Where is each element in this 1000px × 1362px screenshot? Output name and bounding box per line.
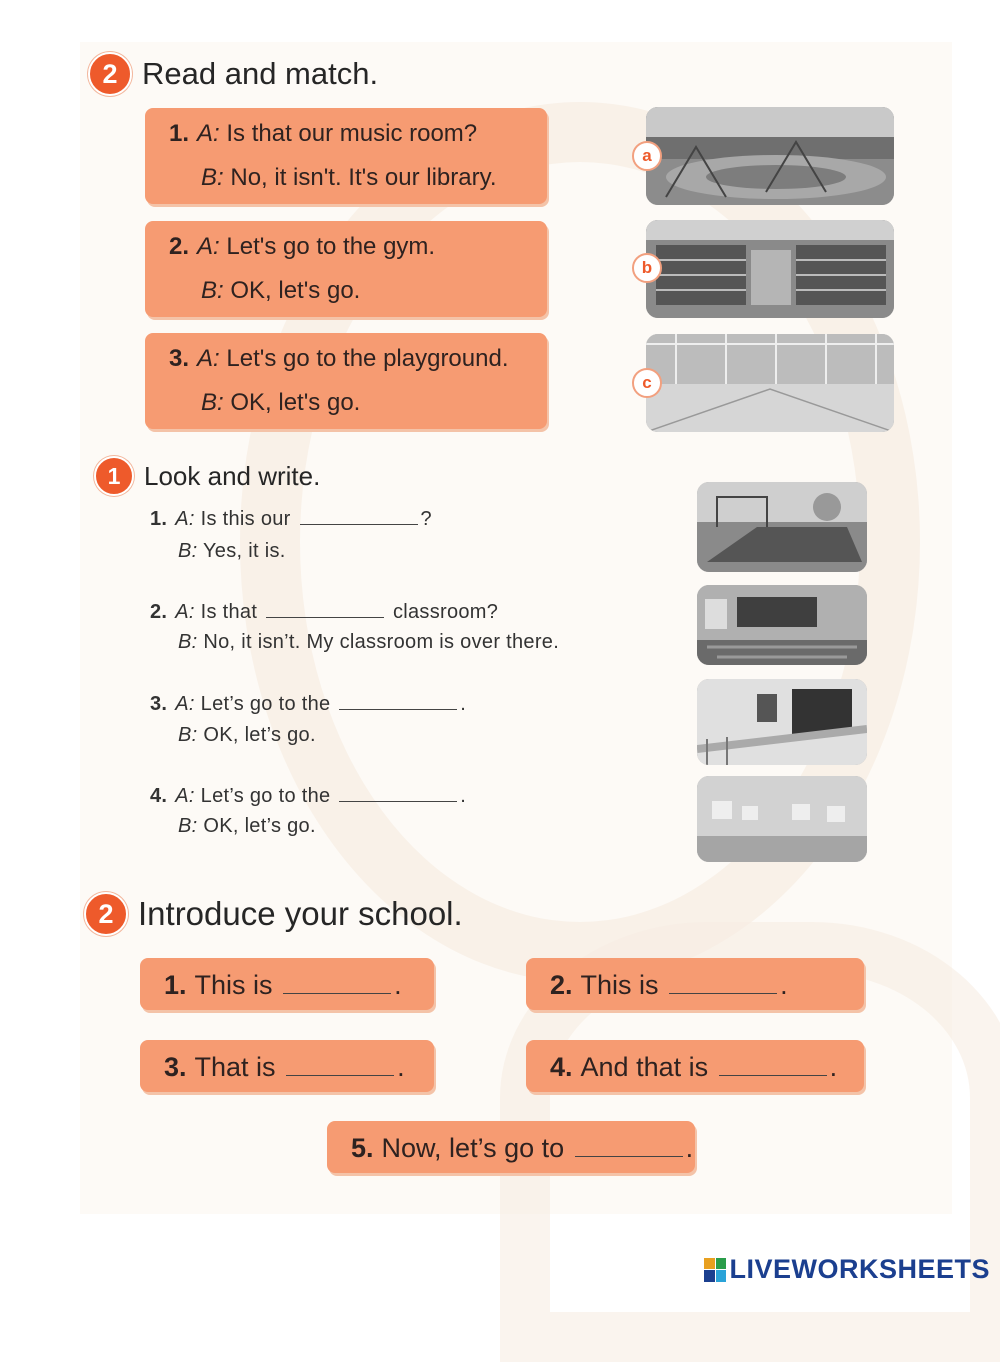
match-item-3 [145, 333, 547, 429]
answer-blank[interactable] [575, 1140, 683, 1157]
speaker-a-label: A: [197, 345, 220, 372]
line-a-text: Let's go to the gym. [226, 233, 436, 260]
playground-photo[interactable] [646, 107, 894, 205]
sentence-end: . [685, 1133, 694, 1163]
answer-blank[interactable] [669, 977, 777, 994]
item-number: 3. [150, 693, 168, 715]
item-number: 1. [169, 120, 190, 147]
item-number: 5. [351, 1133, 374, 1163]
line-a-text: Let's go to the playground. [226, 345, 509, 372]
write-item-3-line-b [178, 724, 316, 747]
line-b-text: OK, let's go. [230, 277, 361, 304]
item-number: 2. [550, 970, 573, 1000]
answer-blank[interactable] [300, 508, 418, 525]
option-letter-c: c [632, 368, 662, 398]
computer-room-photo [697, 679, 867, 765]
line-a-prefix: Is that [200, 601, 258, 623]
introduce-item-4 [526, 1040, 864, 1092]
write-item-4-line-b [178, 815, 316, 838]
section-look-and-write-header [94, 456, 320, 496]
speaker-b-label: B: [201, 389, 224, 416]
line-b-text: No, it isn’t. My classroom is over there. [203, 631, 560, 653]
line-a-suffix: ? [420, 508, 432, 530]
sentence-end: . [397, 1052, 405, 1082]
answer-blank[interactable] [339, 693, 457, 710]
speaker-a-label: A: [175, 508, 195, 530]
sentence-end: . [780, 970, 788, 1000]
speaker-a-label: A: [197, 120, 220, 147]
liveworksheets-logo[interactable] [704, 1254, 990, 1285]
section-read-and-match-header [88, 52, 378, 96]
line-b-text: OK, let’s go. [203, 724, 316, 746]
answer-blank[interactable] [283, 977, 391, 994]
option-letter-b: b [632, 253, 662, 283]
answer-blank[interactable] [286, 1059, 394, 1076]
line-a-prefix: Let’s go to the [200, 785, 331, 807]
item-number: 3. [169, 345, 190, 372]
line-a-prefix: Let’s go to the [200, 693, 331, 715]
item-number: 1. [150, 508, 168, 530]
line-a-suffix: classroom? [392, 601, 499, 623]
match-item-2 [145, 221, 547, 317]
speaker-b-label: B: [178, 724, 198, 746]
speaker-b-label: B: [201, 164, 224, 191]
write-item-3-line-a [150, 693, 466, 716]
sentence-start: That is [194, 1052, 276, 1082]
line-a-text: Is that our music room? [226, 120, 478, 147]
speaker-b-label: B: [178, 631, 198, 653]
line-a-prefix: Is this our [200, 508, 291, 530]
introduce-item-3 [140, 1040, 434, 1092]
item-number: 1. [164, 970, 187, 1000]
write-item-2-line-b [178, 631, 559, 654]
speaker-b-label: B: [201, 277, 224, 304]
speaker-a-label: A: [175, 785, 195, 807]
logo-text: LIVEWORKSHEETS [729, 1254, 990, 1284]
art-room-photo [697, 776, 867, 862]
line-b-text: OK, let’s go. [203, 815, 316, 837]
speaker-b-label: B: [178, 540, 198, 562]
section-number-badge: 1 [94, 456, 134, 496]
line-b-text: OK, let's go. [230, 389, 361, 416]
section-number-badge: 2 [84, 892, 128, 936]
sentence-start: Now, let’s go to [381, 1133, 565, 1163]
section-introduce-school-header [84, 892, 463, 936]
item-number: 4. [550, 1052, 573, 1082]
speaker-a-label: A: [175, 693, 195, 715]
speaker-a-label: A: [175, 601, 195, 623]
library-photo[interactable] [646, 220, 894, 318]
answer-blank[interactable] [266, 601, 384, 618]
section-number-badge: 2 [88, 52, 132, 96]
section-title: Look and write. [144, 460, 321, 491]
introduce-item-1 [140, 958, 434, 1010]
introduce-item-5 [327, 1121, 695, 1173]
sentence-start: And that is [580, 1052, 709, 1082]
line-b-text: Yes, it is. [203, 540, 286, 562]
sentence-start: This is [580, 970, 659, 1000]
classroom-photo [697, 585, 867, 665]
introduce-item-2 [526, 958, 864, 1010]
answer-blank[interactable] [339, 785, 457, 802]
item-number: 2. [150, 601, 168, 623]
sentence-start: This is [194, 970, 273, 1000]
write-item-1-line-b [178, 540, 286, 563]
option-letter-a: a [632, 141, 662, 171]
item-number: 2. [169, 233, 190, 260]
write-item-1-line-a [150, 508, 432, 531]
speaker-a-label: A: [197, 233, 220, 260]
item-number: 3. [164, 1052, 187, 1082]
line-a-suffix: . [460, 785, 467, 807]
section-title: Introduce your school. [138, 895, 463, 932]
speaker-b-label: B: [178, 815, 198, 837]
sentence-end: . [829, 1052, 838, 1082]
playground-photo [697, 482, 867, 572]
sentence-end: . [394, 970, 402, 1000]
gym-photo[interactable] [646, 334, 894, 432]
line-a-suffix: . [460, 693, 467, 715]
section-title: Read and match. [142, 56, 379, 91]
match-item-1 [145, 108, 547, 204]
item-number: 4. [150, 785, 168, 807]
write-item-2-line-a [150, 601, 498, 624]
line-b-text: No, it isn't. It's our library. [230, 164, 497, 191]
logo-icon [704, 1258, 726, 1282]
write-item-4-line-a [150, 785, 466, 808]
answer-blank[interactable] [719, 1059, 827, 1076]
